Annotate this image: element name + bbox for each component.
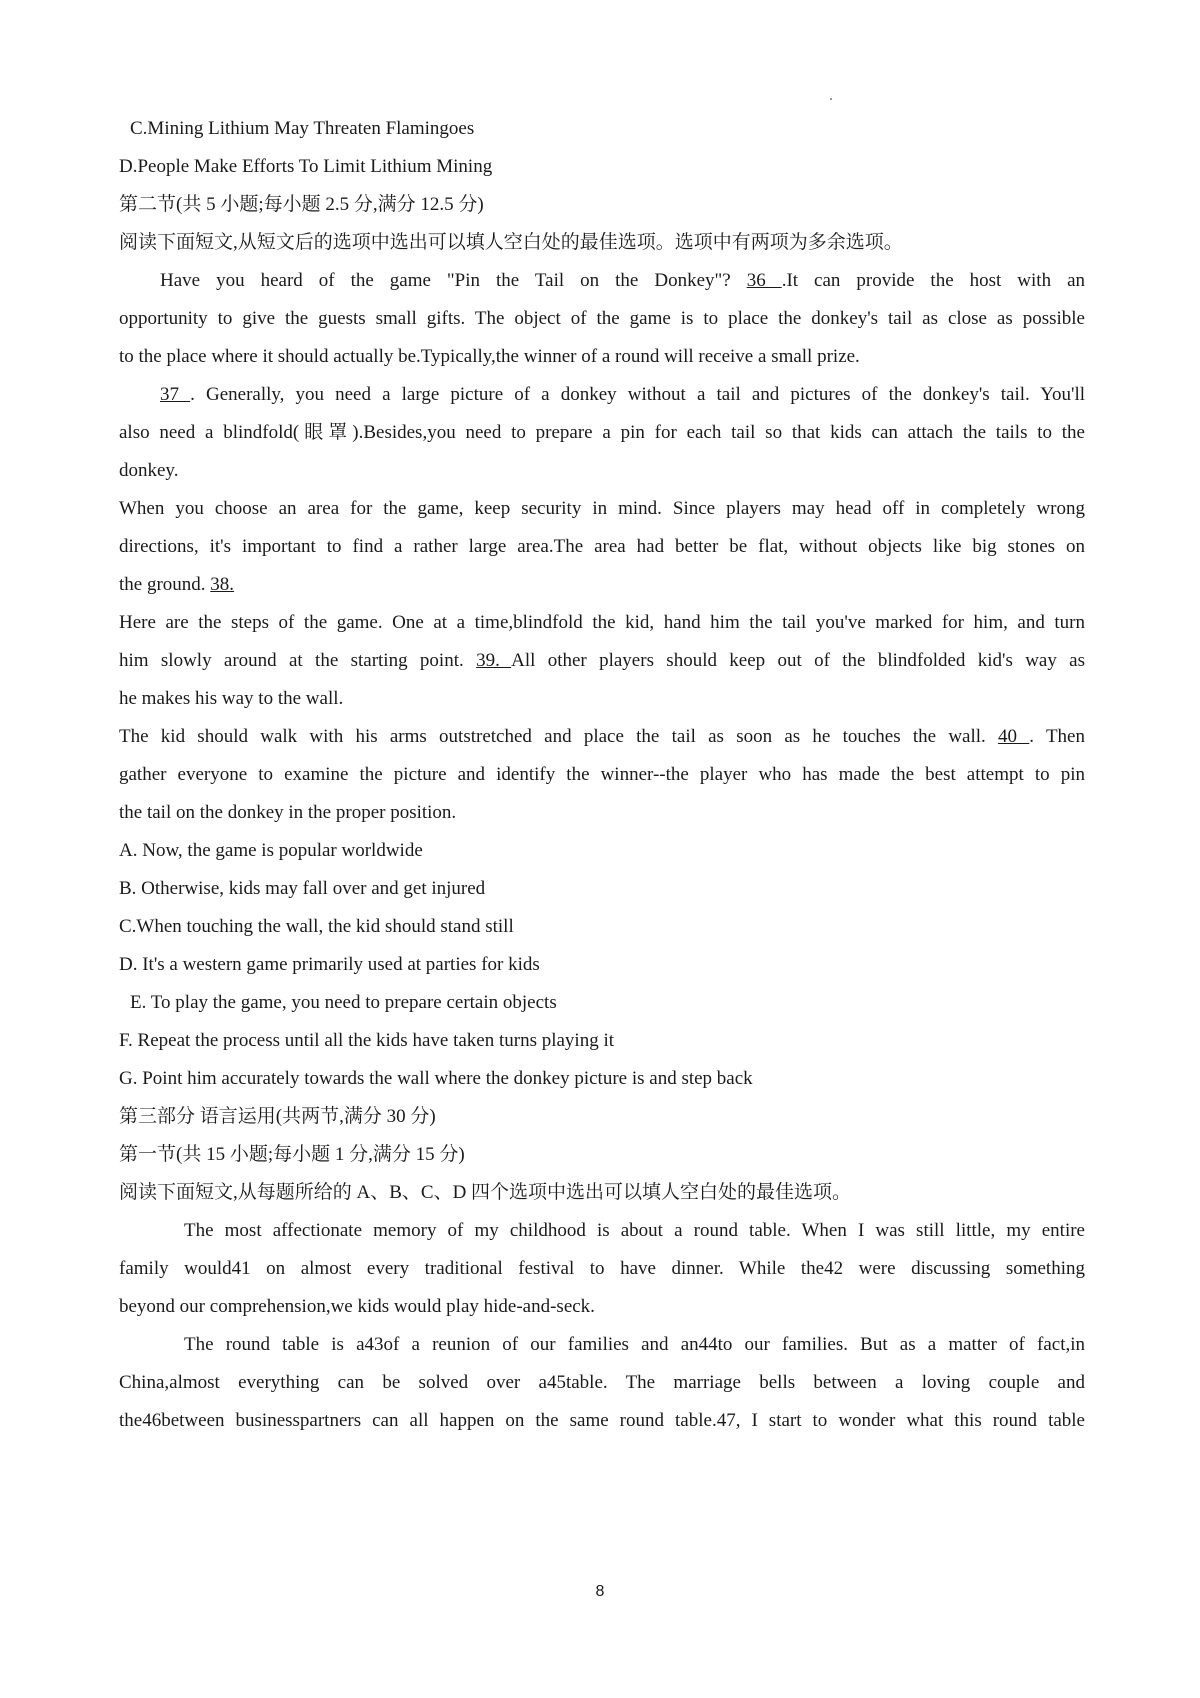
part3-sub-heading: 第一节(共 15 小题;每小题 1 分,满分 15 分)	[119, 1144, 465, 1165]
blank-36: 36	[746, 270, 782, 291]
section2-heading: 第二节(共 5 小题;每小题 2.5 分,满分 12.5 分)	[119, 194, 484, 215]
option-g: G. Point him accurately towards the wall where the donkey picture is and step back	[119, 1068, 753, 1089]
passage-line: The round table is a43of a reunion of our families and an44to our families. But as a matter of fact,in	[184, 1334, 1085, 1355]
passage-line: family would41 on almost every traditional festival to have dinner. While the42 were discussing something	[119, 1258, 1085, 1279]
option-e: E. To play the game, you need to prepare certain objects	[130, 992, 557, 1013]
passage-line: When you choose an area for the game, keep security in mind. Since players may head off in completely wrong	[119, 498, 1085, 519]
section2-instruction: 阅读下面短文,从短文后的选项中选出可以填人空白处的最佳选项。选项中有两项为多余选项。	[119, 232, 903, 253]
part3-heading: 第三部分 语言运用(共两节,满分 30 分)	[119, 1106, 436, 1127]
passage-line: The most affectionate memory of my childhood is about a round table. When I was still little, my entire	[184, 1220, 1085, 1241]
option-d-prev: D.People Make Efforts To Limit Lithium Mining	[119, 156, 493, 177]
option-c: C.When touching the wall, the kid should stand still	[119, 916, 514, 937]
passage-line: to the place where it should actually be.Typically,the winner of a round will receive a small prize.	[119, 346, 860, 367]
passage-line: the46between businesspartners can all happen on the same round table.47, I start to wonder what this round table	[119, 1410, 1085, 1431]
passage-line: donkey.	[119, 460, 179, 481]
passage-line: The kid should walk with his arms outstretched and place the tail as soon as he touches the wall. 40 . Then	[119, 726, 1085, 747]
passage-line: the tail on the donkey in the proper position.	[119, 802, 457, 823]
passage-line: China,almost everything can be solved over a45table. The marriage bells between a loving couple and	[119, 1372, 1085, 1393]
passage-line: Here are the steps of the game. One at a time,blindfold the kid, hand him the tail you've marked for him, and turn	[119, 612, 1085, 633]
passage-line: gather everyone to examine the picture and identify the winner--the player who has made the best attempt to pin	[119, 764, 1085, 785]
passage-line: 37 . Generally, you need a large picture of a donkey without a tail and pictures of the donkey's tail. You'll	[160, 384, 1086, 405]
passage-line: also need a blindfold(眼罩).Besides,you need to prepare a pin for each tail so that kids can attach the tails to the	[119, 422, 1085, 443]
passage-line: the ground. 38.	[119, 574, 235, 595]
passage-line: directions, it's important to find a rather large area.The area had better be flat, without objects like big stones on	[119, 536, 1085, 557]
passage-line: beyond our comprehension,we kids would play hide-and-seck.	[119, 1296, 595, 1317]
scan-speck	[830, 98, 832, 100]
option-b: B. Otherwise, kids may fall over and get injured	[119, 878, 486, 899]
blank-37: 37	[160, 384, 191, 405]
blank-40: 40	[998, 726, 1030, 747]
option-c-prev: C.Mining Lithium May Threaten Flamingoes	[130, 118, 475, 139]
passage-line: he makes his way to the wall.	[119, 688, 344, 709]
option-a: A. Now, the game is popular worldwide	[119, 840, 423, 861]
part3-instruction: 阅读下面短文,从每题所给的 A、B、C、D 四个选项中选出可以填人空白处的最佳选项。	[119, 1182, 852, 1203]
option-f: F. Repeat the process until all the kids have taken turns playing it	[119, 1030, 615, 1051]
passage-line: Have you heard of the game "Pin the Tail on the Donkey"? 36 .It can provide the host with an	[160, 270, 1086, 291]
passage-line: him slowly around at the starting point. 39. All other players should keep out of the blindfolded kid's way as	[119, 650, 1086, 671]
option-d: D. It's a western game primarily used at parties for kids	[119, 954, 540, 975]
blank-38: 38.	[210, 574, 235, 595]
passage-line: opportunity to give the guests small gifts. The object of the game is to place the donkey's tail as close as possible	[119, 308, 1085, 329]
blank-39: 39.	[476, 650, 512, 671]
page-number: 8	[595, 1583, 605, 1600]
